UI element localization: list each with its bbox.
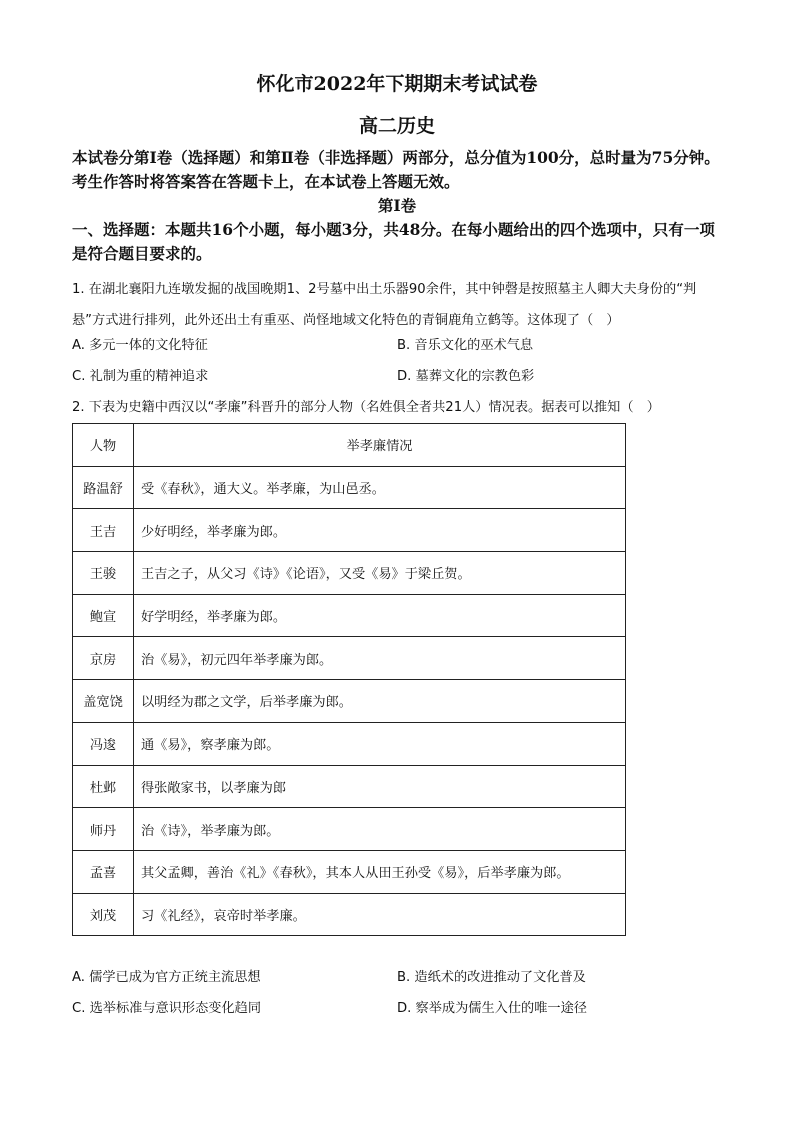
person-detail: 得张敞家书，以孝廉为郎 — [134, 765, 626, 808]
header-situation: 举孝廉情况 — [134, 424, 626, 467]
person-detail: 少好明经，举孝廉为郎。 — [134, 509, 626, 552]
table-row — [73, 722, 626, 765]
q1-option-a[interactable]: A. 多元一体的文化特征 — [72, 338, 208, 353]
q2-option-d[interactable]: D. 察举成为儒生入仕的唯一途径 — [397, 1001, 587, 1016]
person-detail: 通《易》，察孝廉为郎。 — [134, 722, 626, 765]
q1-option-d[interactable]: D. 墓葬文化的宗教色彩 — [397, 369, 535, 384]
person-detail: 治《诗》，举孝廉为郎。 — [134, 808, 626, 851]
part-heading: 一、选择题：本题共16个小题，每小题3分，共48分。在每小题给出的四个选项中，只有一项是符合题目要求的。 — [72, 220, 715, 263]
person-name: 京房 — [73, 637, 134, 680]
exam-subject: 高二历史 — [358, 115, 435, 137]
person-name: 王骏 — [73, 552, 134, 595]
person-detail: 好学明经，举孝廉为郎。 — [134, 594, 626, 637]
table-row — [73, 552, 626, 595]
q2-option-b[interactable]: B. 造纸术的改进推动了文化普及 — [397, 970, 586, 985]
table-row — [73, 680, 626, 723]
exam-instructions: 本试卷分第Ⅰ卷（选择题）和第Ⅱ卷（非选择题）两部分，总分值为100分，总时量为75分钟。考生作答时将答案答在答题卡上，在本试卷上答题无效。 — [72, 148, 720, 191]
table-row — [73, 594, 626, 637]
person-name: 路温舒 — [73, 466, 134, 509]
question-1-stem: 1. 在湖北襄阳九连墩发掘的战国晚期1、2号墓中出土乐器90余件，其中钟磬是按照墓主人卿大夫身份的“判悬”方式进行排列，此外还出土有重巫、尚怪地域文化特色的青铜鹿角立鹤等。这体现了（ ） — [72, 282, 697, 328]
person-name: 刘茂 — [73, 893, 134, 936]
q2-option-a[interactable]: A. 儒学已成为官方正统主流思想 — [72, 970, 261, 985]
section-title: 第Ⅰ卷 — [377, 196, 417, 215]
table-row — [73, 893, 626, 936]
table-row — [73, 637, 626, 680]
person-name: 王吉 — [73, 509, 134, 552]
question-2-stem: 2. 下表为史籍中西汉以“孝廉”科晋升的部分人物（名姓俱全者共21人）情况表。据表可以推知（ ） — [72, 400, 660, 415]
person-detail: 治《易》，初元四年举孝廉为郎。 — [134, 637, 626, 680]
person-name: 师丹 — [73, 808, 134, 851]
person-detail: 其父孟卿，善治《礼》《春秋》，其本人从田王孙受《易》，后举孝廉为郎。 — [134, 850, 626, 893]
table-row — [73, 466, 626, 509]
table-row — [73, 765, 626, 808]
person-detail: 以明经为郡之文学，后举孝廉为郎。 — [134, 680, 626, 723]
q1-option-c[interactable]: C. 礼制为重的精神追求 — [72, 369, 209, 384]
person-name: 鲍宣 — [73, 594, 134, 637]
person-detail: 受《春秋》，通大义。举孝廉，为山邑丞。 — [134, 466, 626, 509]
header-person: 人物 — [73, 424, 134, 467]
table-row — [73, 509, 626, 552]
table-header-row — [73, 424, 626, 467]
person-name: 冯逡 — [73, 722, 134, 765]
person-detail: 习《礼经》，哀帝时举孝廉。 — [134, 893, 626, 936]
q2-option-c[interactable]: C. 选举标准与意识形态变化趋同 — [72, 1001, 262, 1016]
exam-title: 怀化市2022年下期期末考试试卷 — [256, 73, 538, 95]
table-row — [73, 850, 626, 893]
candidates-table — [72, 423, 626, 936]
table-row — [73, 808, 626, 851]
q1-option-b[interactable]: B. 音乐文化的巫术气息 — [397, 338, 534, 353]
person-name: 杜邺 — [73, 765, 134, 808]
person-name: 孟喜 — [73, 850, 134, 893]
person-detail: 王吉之子，从父习《诗》《论语》，又受《易》于梁丘贺。 — [134, 552, 626, 595]
person-name: 盖宽饶 — [73, 680, 134, 723]
